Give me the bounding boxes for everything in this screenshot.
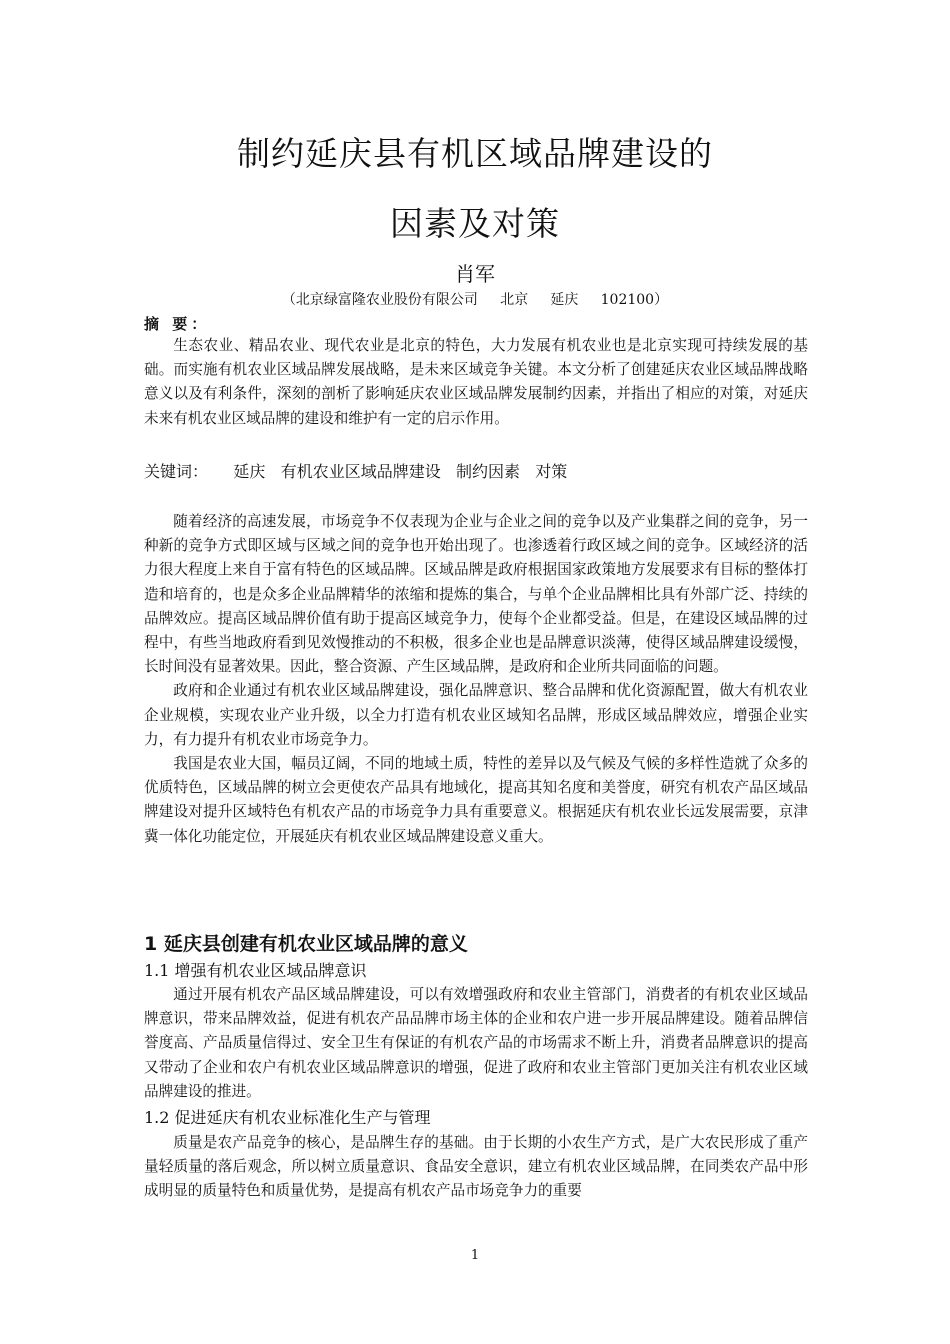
page-number: 1 <box>470 1248 480 1263</box>
keywords: 关键词： 延庆 有机农业区域品牌建设 制约因素 对策 <box>144 462 568 481</box>
section-1-2-heading: 1.2 促进延庆有机农业标准化生产与管理 <box>144 1108 431 1127</box>
affiliation: （北京绿富隆农业股份有限公司 北京 延庆 102100） <box>281 292 669 308</box>
body-paragraph: 政府和企业通过有机农业区域品牌建设，强化品牌意识、整合品牌和优化资源配置，做大有机农业企业规模，实现农业产业升级，以全力打造有机农业区域知名品牌，形成区域品牌效应，增强企业实力，有力提升有机农业市场竞争力。 <box>144 682 808 748</box>
abstract-text: 生态农业、精品农业、现代农业是北京的特色，大力发展有机农业也是北京实现可持续发展的基础。而实施有机农业区域品牌发展战略，是未来区域竞争关键。本文分析了创建延庆农业区域品牌战略意义以及有利条件，深刻的剖析了影响延庆农业区域品牌发展制约因素，并指出了相应的对策，对延庆未来有机农业区域品牌的建设和维护有一定的启示作用。 <box>144 337 808 427</box>
section-1-heading: 1 延庆县创建有机农业区域品牌的意义 <box>144 933 468 955</box>
abstract-block <box>144 334 808 431</box>
intro-body <box>144 510 808 849</box>
section-1-2-text: 质量是农产品竞争的核心，是品牌生存的基础。由于长期的小农生产方式，是广大农民形成了重产量轻质量的落后观念，所以树立质量意识、食品安全意识，建立有机农业区域品牌，在同类农产品中形成明显的质量特色和质量优势，是提高有机农产品市场竞争力的重要 <box>144 1134 808 1200</box>
section-1-1-heading: 1.1 增强有机农业区域品牌意识 <box>144 961 367 980</box>
author: 肖军 <box>455 262 495 286</box>
section-1-2-body <box>144 1131 808 1204</box>
body-paragraph: 随着经济的高速发展，市场竞争不仅表现为企业与企业之间的竞争以及产业集群之间的竞争，另一种新的竞争方式即区域与区域之间的竞争也开始出现了。也渗透着行政区域之间的竞争。区域经济的活力很大程度上来自于富有特色的区域品牌。区域品牌是政府根据国家政策地方发展要求有目标的整体打造和培育的，也是众多企业品牌精华的浓缩和提炼的集合，与单个企业品牌相比具有外部广泛、持续的品牌效应。提高区域品牌价值有助于提高区域竞争力，使每个企业都受益。但是，在建设区域品牌的过程中，有些当地政府看到见效慢推动的不积极，很多企业也是品牌意识淡薄，使得区域品牌建设缓慢，长时间没有显著效果。因此，整合资源、产生区域品牌，是政府和企业所共同面临的问题。 <box>144 513 808 676</box>
section-1-1-body <box>144 983 808 1104</box>
body-paragraph: 我国是农业大国，幅员辽阔，不同的地域土质，特性的差异以及气候及气候的多样性造就了众多的优质特色，区域品牌的树立会更使农产品具有地域化，提高其知名度和美誉度，研究有机农产品区域品牌建设对提升区域特色有机农产品的市场竞争力具有重要意义。根据延庆有机农业长远发展需要，京津冀一体化功能定位，开展延庆有机农业区域品牌建设意义重大。 <box>144 755 808 845</box>
title-line-1: 制约延庆县有机区域品牌建设的 <box>237 134 713 173</box>
section-1-1-text: 通过开展有机农产品区域品牌建设，可以有效增强政府和农业主管部门，消费者的有机农业区域品牌意识，带来品牌效益，促进有机农产品品牌市场主体的企业和农户进一步开展品牌建设。随着品牌信誉度高、产品质量信得过、安全卫生有保证的有机农产品的市场需求不断上升，消费者品牌意识的提高又带动了企业和农户有机农业区域品牌意识的增强，促进了政府和农业主管部门更加关注有机农业区域品牌建设的推进。 <box>144 986 808 1100</box>
title-line-2: 因素及对策 <box>390 204 560 243</box>
abstract-label: 摘 要： <box>144 315 211 333</box>
